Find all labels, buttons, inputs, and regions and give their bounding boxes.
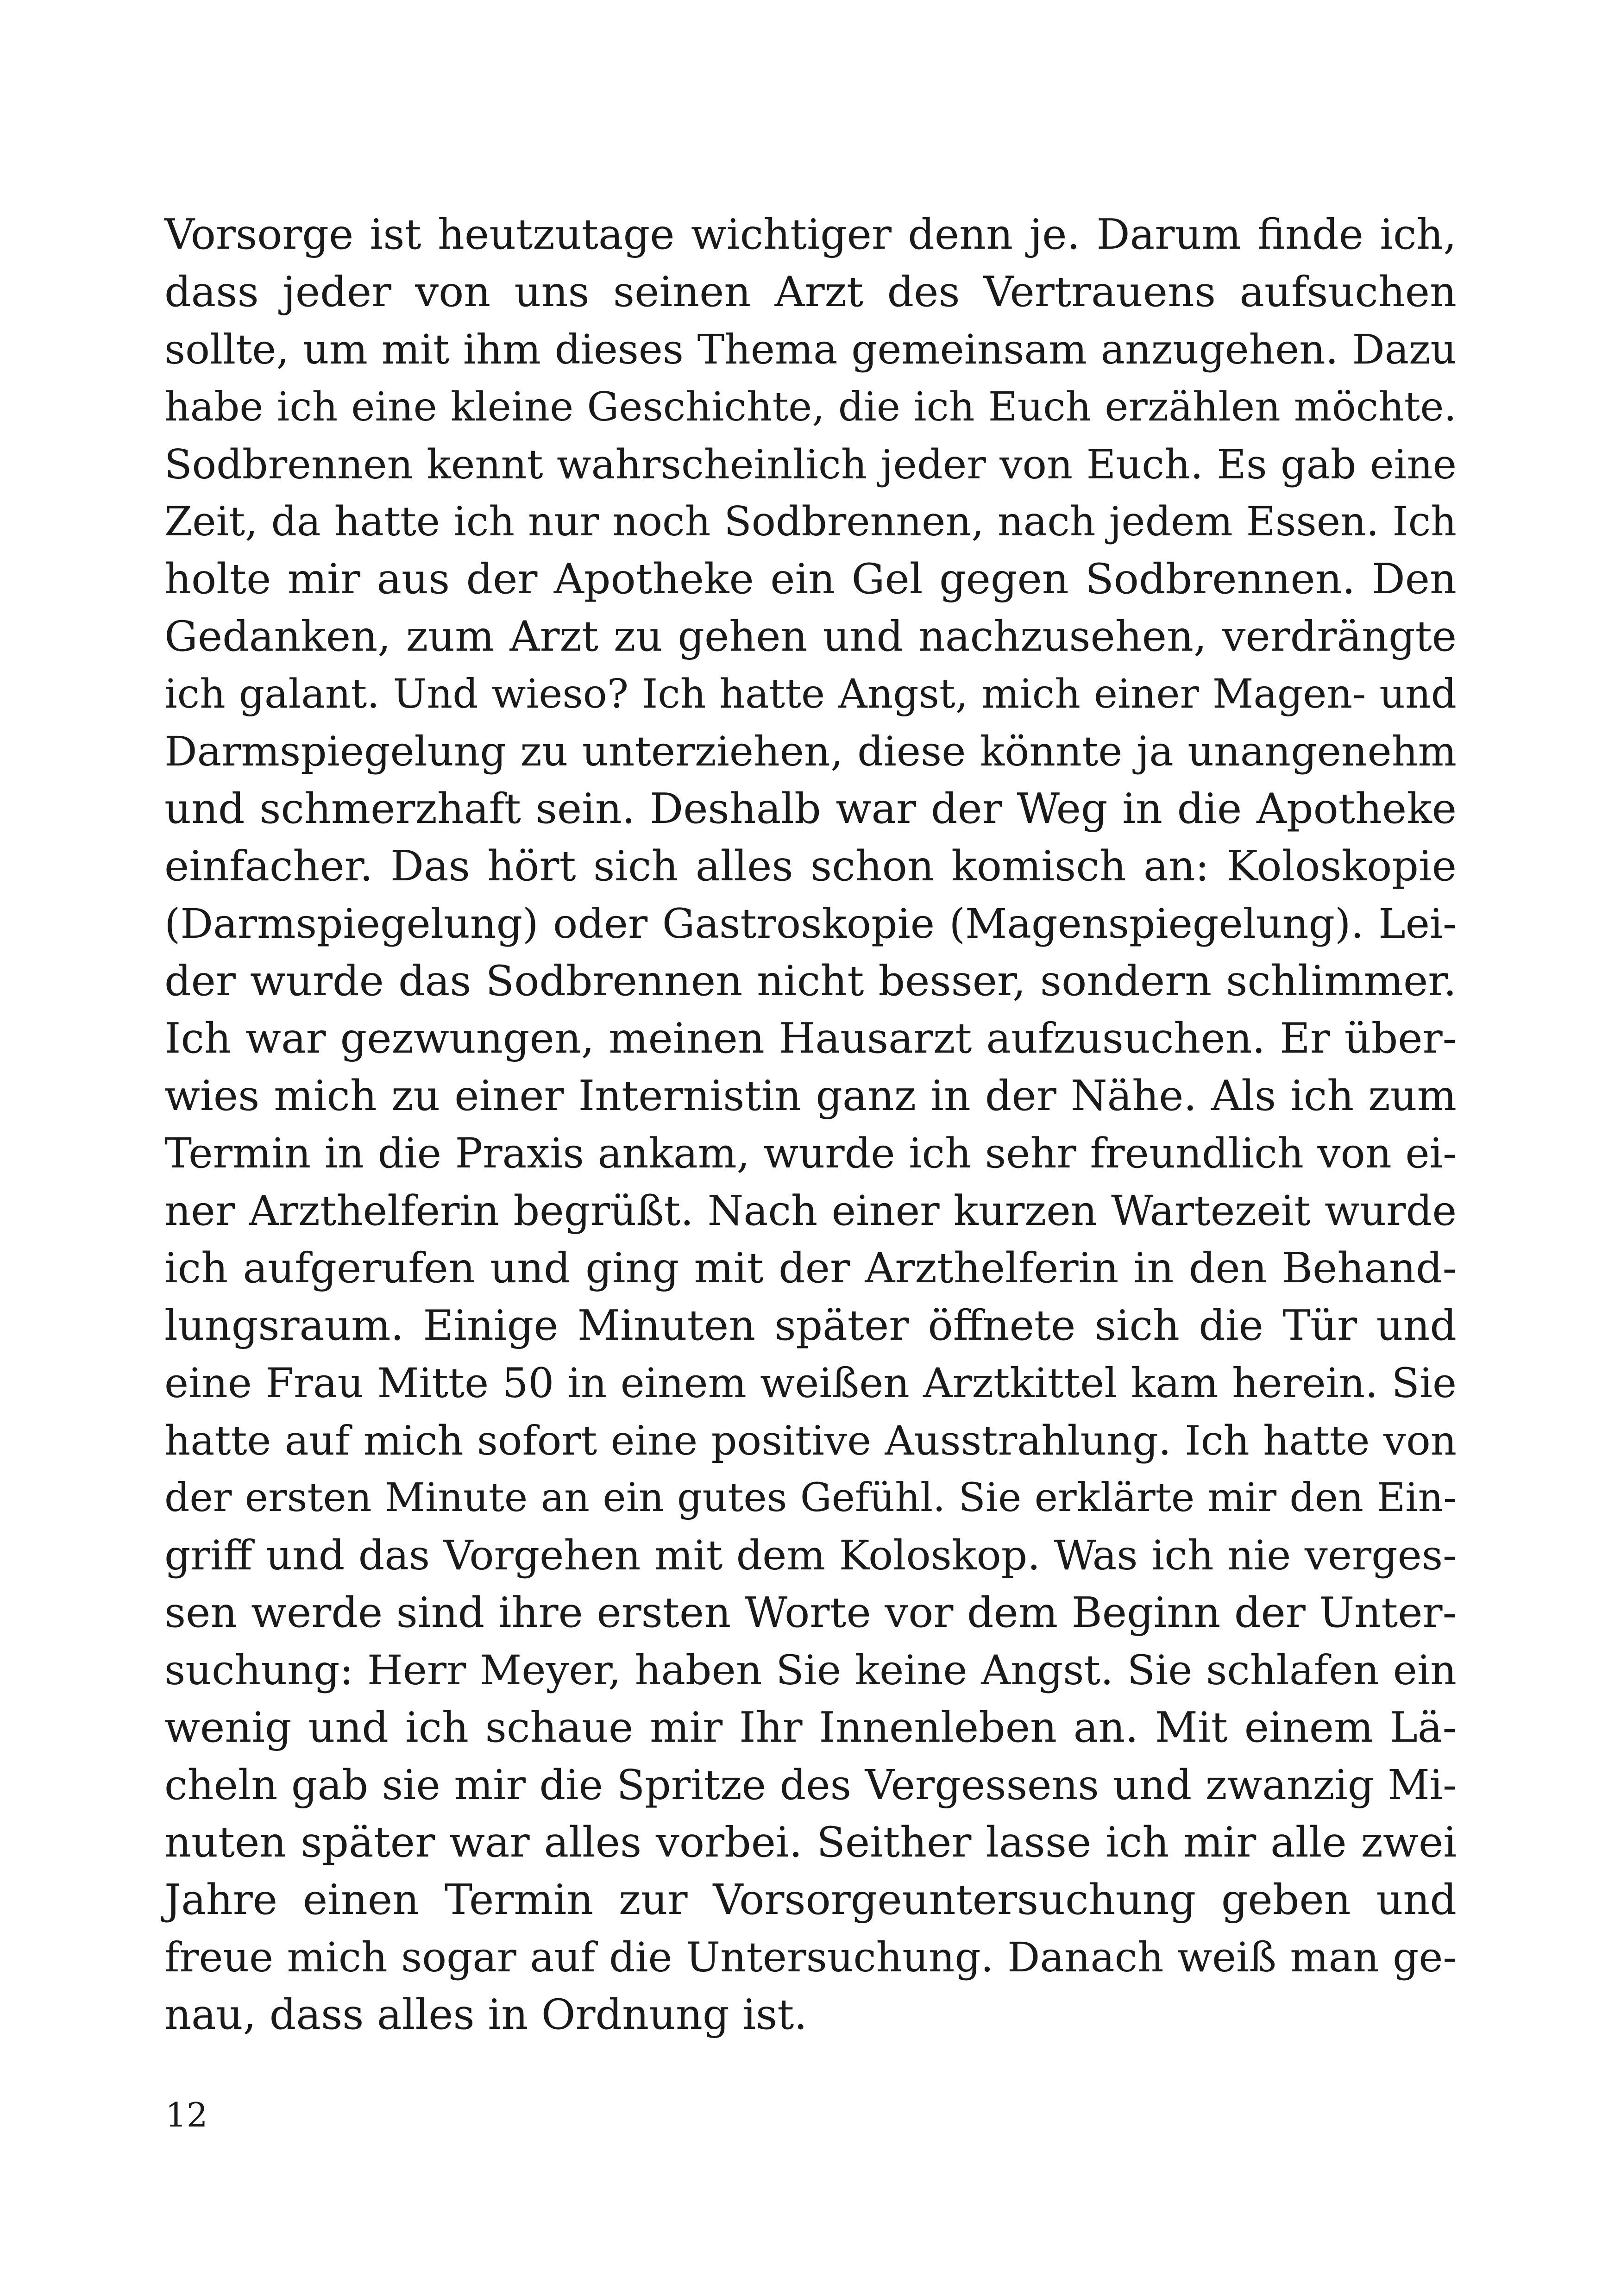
text-line: der wurde das Sodbrennen nicht besser, sondern schlimmer.: [164, 957, 1457, 1005]
text-line: Ich war gezwungen, meinen Hausarzt aufzusuchen. Er über-: [164, 1014, 1457, 1063]
text-line: wies mich zu einer Internistin ganz in der Nähe. Als ich zum: [164, 1072, 1457, 1120]
text-line: (Darmspiegelung) oder Gastroskopie (Magenspiegelung). Lei-: [164, 900, 1457, 947]
text-line: sen werde sind ihre ersten Worte vor dem Beginn der Unter-: [164, 1588, 1457, 1637]
text-line: nuten später war alles vorbei. Seither lasse ich mir alle zwei: [164, 1818, 1457, 1867]
text-line: habe ich eine kleine Geschichte, die ich Euch erzählen möchte.: [164, 384, 1457, 430]
text-line: cheln gab sie mir die Spritze des Vergessens und zwanzig Mi-: [164, 1761, 1457, 1809]
text-line: eine Frau Mitte 50 in einem weißen Arztkittel kam herein. Sie: [164, 1359, 1457, 1407]
text-line: ich galant. Und wieso? Ich hatte Angst, mich einer Magen- und: [164, 671, 1457, 717]
text-line: und schmerzhaft sein. Deshalb war der Weg in die Apotheke: [164, 784, 1457, 833]
text-line: lungsraum. Einige Minuten später öffnete sich die Tür und: [164, 1301, 1457, 1350]
text-line: Gedanken, zum Arzt zu gehen und nachzusehen, verdrängte: [164, 612, 1457, 661]
text-line: Termin in die Praxis ankam, wurde ich sehr freundlich von ei-: [164, 1129, 1457, 1177]
text-line: Darmspiegelung zu unterziehen, diese könnte ja unangenehm: [164, 728, 1457, 775]
text-line: Zeit, da hatte ich nur noch Sodbrennen, nach jedem Essen. Ich: [164, 499, 1457, 545]
text-line: wenig und ich schaue mir Ihr Innenleben an. Mit einem Lä-: [164, 1703, 1457, 1752]
text-line: ich aufgerufen und ging mit der Arzthelferin in den Behand-: [164, 1244, 1457, 1292]
text-line: nau, dass alles in Ordnung ist.: [164, 1990, 807, 2039]
page-number: 12: [165, 2095, 208, 2134]
text-line: der ersten Minute an ein gutes Gefühl. Sie erklärte mir den Ein-: [164, 1475, 1457, 1521]
text-line: holte mir aus der Apotheke ein Gel gegen Sodbrennen. Den: [164, 555, 1457, 603]
text-line: sollte, um mit ihm dieses Thema gemeinsam anzugehen. Dazu: [164, 326, 1457, 373]
text-line: Jahre einen Termin zur Vorsorgeuntersuchung geben und: [164, 1876, 1457, 1924]
text-line: griff und das Vorgehen mit dem Koloskop. Was ich nie verges-: [164, 1531, 1457, 1579]
text-line: hatte auf mich sofort eine positive Ausstrahlung. Ich hatte von: [164, 1417, 1457, 1464]
text-line: Vorsorge ist heutzutage wichtiger denn je. Darum finde ich,: [164, 210, 1457, 259]
text-line: einfacher. Das hört sich alles schon komisch an: Koloskopie: [164, 842, 1457, 891]
text-line: freue mich sogar auf die Untersuchung. Danach weiß man ge-: [164, 1933, 1457, 1981]
text-line: suchung: Herr Meyer, haben Sie keine Angst. Sie schlafen ein: [164, 1646, 1457, 1694]
text-line: ner Arzthelferin begrüßt. Nach einer kurzen Wartezeit wurde: [164, 1187, 1457, 1235]
text-line: dass jeder von uns seinen Arzt des Vertrauens aufsuchen: [164, 268, 1457, 316]
body-paragraph: [164, 206, 1457, 2044]
text-line: Sodbrennen kennt wahrscheinlich jeder von Euch. Es gab eine: [164, 441, 1457, 488]
